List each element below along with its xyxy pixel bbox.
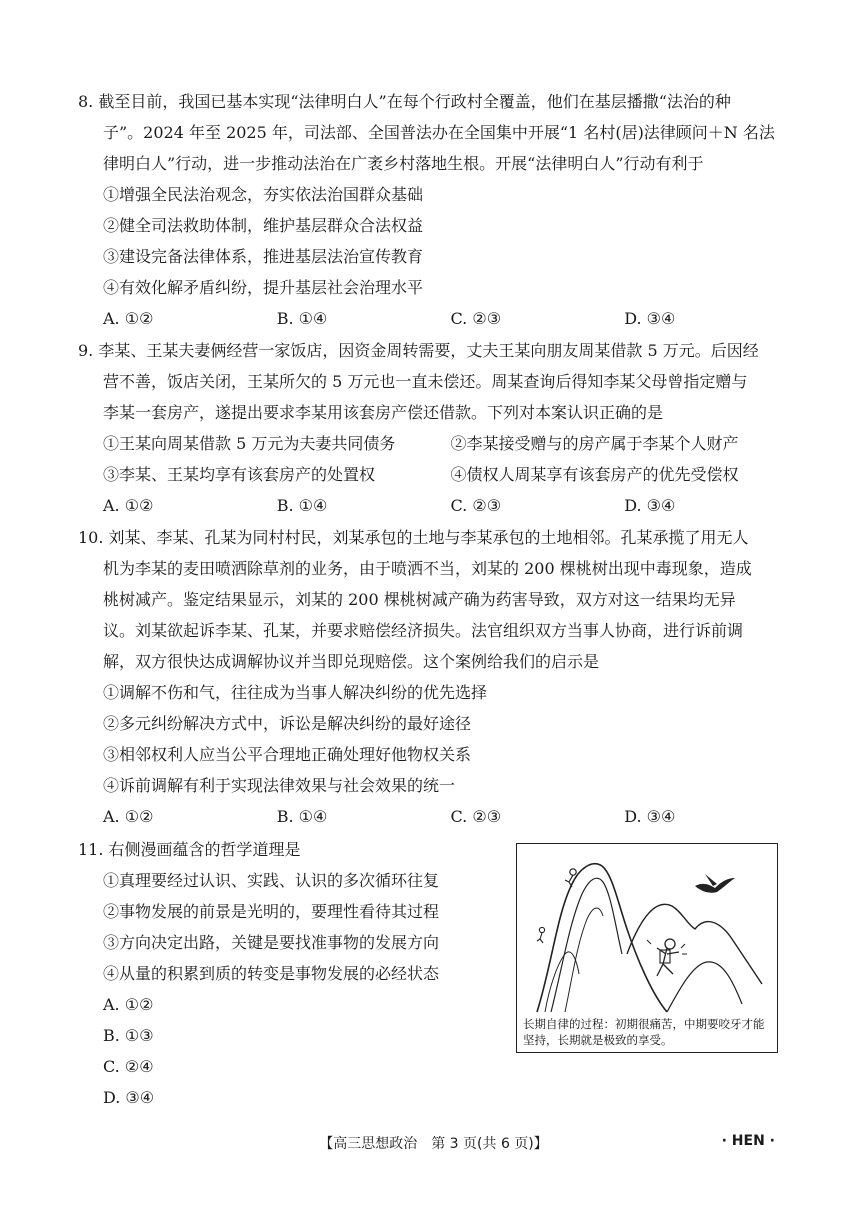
q8-choice-c: C. ②③: [450, 309, 502, 328]
q11-option: ④从量的积累到质的转变是事物发展的必经状态: [103, 964, 440, 983]
q10-choice-d: D. ③④: [624, 807, 676, 826]
q8-stem-line: 8. 截至目前，我国已基本实现“法律明白人”在每个行政村全覆盖，他们在基层播撒“法治的种: [78, 92, 731, 111]
bird-icon: [695, 874, 735, 893]
q11-choice-d: D. ③④: [103, 1088, 155, 1107]
climbing-figure-middle: [537, 927, 545, 943]
q9-option-row: [78, 459, 798, 490]
question-8: [78, 86, 798, 334]
q8-choice-b: B. ①④: [276, 309, 328, 328]
q8-choice-a: A. ①②: [103, 309, 154, 328]
q10-option: ④诉前调解有利于实现法律效果与社会效果的统一: [103, 776, 456, 795]
q11-option: ③方向决定出路，关键是要找准事物的发展方向: [103, 933, 440, 952]
cartoon-caption: 长期自律的过程：初期很痛苦，中期要咬牙才能坚持，长期就是极致的享受。: [523, 1017, 765, 1047]
question-11: [78, 834, 508, 1113]
q10-choice-a: A. ①②: [103, 807, 154, 826]
mountain-path-line: [551, 878, 622, 1012]
q11-option: ①真理要经过认识、实践、认识的多次循环往复: [103, 871, 440, 890]
q9-option: ③李某、王某均享有该套房产的处置权: [103, 465, 376, 484]
q8-stem-line: 子”。2024 年至 2025 年，司法部、全国普法办在全国集中开展“1 名村(居)法律顾问＋N 名法: [103, 123, 775, 142]
q9-option-row: [78, 428, 798, 459]
q10-choice-b: B. ①④: [276, 807, 328, 826]
q10-stem-line: 桃树减产。鉴定结果显示，刘某的 200 棵桃树减产确为药害导致，双方对这一结果均无异: [103, 590, 736, 609]
q9-option: ②李某接受赠与的房产属于李某个人财产: [450, 434, 739, 453]
q9-option: ④债权人周某享有该套房产的优先受偿权: [450, 465, 739, 484]
q9-stem-line: 营不善，饭店关闭，王某所欠的 5 万元也一直未偿还。周某查询后得知李某父母曾指定赠与: [103, 372, 748, 391]
q10-option: ③相邻权利人应当公平合理地正确处理好他物权关系: [103, 745, 472, 764]
q9-stem-line: 9. 李某、王某夫妻俩经营一家饭店，因资金周转需要，丈夫王某向朋友周某借款 5 万元。后因经: [78, 341, 759, 360]
q10-stem-line: 10. 刘某、李某、孔某为同村村民，刘某承包的土地与李某承包的土地相邻。孔某承揽了用无人: [78, 528, 749, 547]
q8-option: ②健全司法救助体制，维护基层群众合法权益: [103, 216, 424, 235]
mountain-path-line: [565, 908, 603, 1012]
right-mountain-outline: [627, 904, 762, 984]
q10-choice-c: C. ②③: [450, 807, 502, 826]
page-footer: [0, 1131, 867, 1155]
q9-stem-line: 李某一套房产，遂提出要求李某用该套房产偿还借款。下列对本案认识正确的是: [103, 403, 664, 422]
q10-option: ①调解不伤和气，往往成为当事人解决纠纷的优先选择: [103, 683, 488, 702]
q9-choice-b: B. ①④: [276, 496, 328, 515]
question-10: [78, 522, 798, 832]
foreground-hill-outline: [667, 962, 742, 1012]
q8-option: ①增强全民法治观念，夯实依法治国群众基础: [103, 185, 424, 204]
cartoon-figure: [516, 843, 778, 1053]
q11-choice-a: A. ①②: [103, 995, 154, 1014]
q8-stem-line: 律明白人”行动，进一步推动法治在广袤乡村落地生根。开展“法律明白人”行动有利于: [103, 154, 704, 173]
q9-choice-d: D. ③④: [624, 496, 676, 515]
q8-option: ③建设完备法律体系，推进基层法治宣传教育: [103, 247, 424, 266]
running-figure: [647, 939, 687, 976]
q10-option: ②多元纠纷解决方式中，诉讼是解决纠纷的最好途径: [103, 714, 472, 733]
exam-code: · HEN ·: [721, 1133, 775, 1149]
q11-choice-c: C. ②④: [103, 1057, 154, 1076]
q10-stem-line: 解，双方很快达成调解协议并当即兑现赔偿。这个案例给我们的启示是: [103, 652, 600, 671]
q9-choice-c: C. ②③: [450, 496, 502, 515]
q10-choices: [78, 801, 798, 832]
cartoon-illustration: [517, 844, 777, 1014]
page-number-label: 【高三思想政治 第 3 页(共 6 页)】: [319, 1136, 548, 1152]
q9-choice-a: A. ①②: [103, 496, 154, 515]
q8-choice-d: D. ③④: [624, 309, 676, 328]
q8-choices: [78, 303, 798, 334]
q9-choices: [78, 490, 798, 521]
question-9: [78, 335, 798, 521]
q11-stem: 11. 右侧漫画蕴含的哲学道理是: [78, 840, 301, 859]
q8-option: ④有效化解矛盾纠纷，提升基层社会治理水平: [103, 278, 424, 297]
q9-option: ①王某向周某借款 5 万元为夫妻共同债务: [103, 434, 396, 453]
q10-stem-line: 机为李某的麦田喷洒除草剂的业务，由于喷洒不当，刘某的 200 棵桃树出现中毒现象，造成: [103, 559, 752, 578]
q11-choice-b: B. ①③: [103, 1026, 154, 1045]
q10-stem-line: 议。刘某欲起诉李某、孔某，并要求赔偿经济损失。法官组织双方当事人协商，进行诉前调: [103, 621, 744, 640]
q11-option: ②事物发展的前景是光明的，要理性看待其过程: [103, 902, 440, 921]
